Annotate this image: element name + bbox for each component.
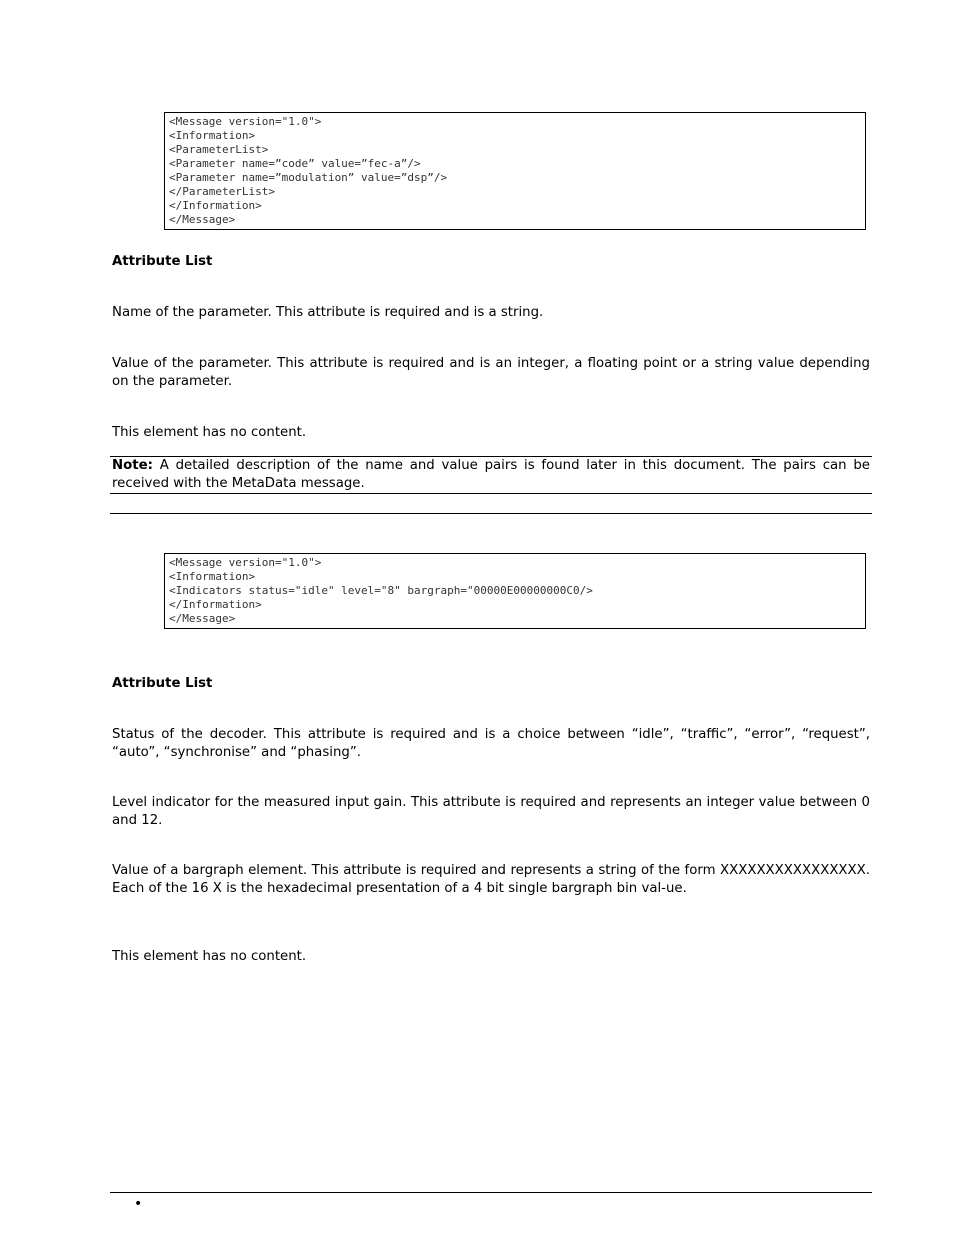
code-line: <Message version="1.0">: [169, 556, 322, 569]
note-paragraph: [112, 457, 870, 492]
attribute-list-heading-2: Attribute List: [112, 676, 213, 691]
code-line: <Message version="1.0">: [169, 115, 322, 128]
footer-bullet: •: [134, 1196, 143, 1212]
content-description: This element has no content.: [112, 425, 307, 440]
content-description-2: This element has no content.: [112, 949, 307, 964]
value-attribute-description: Value of the parameter. This attribute is required and is an integer, a floating point or a string value depending on the parameter.: [112, 356, 870, 389]
code-line: </Message>: [169, 612, 236, 625]
code-line: <Information>: [169, 570, 256, 583]
code-line: </Information>: [169, 199, 262, 212]
code-line: <Parameter name=”code” value=”fec-a”/>: [169, 157, 421, 170]
note-text: A detailed description of the name and value pairs is found later in this document. The pairs can be received with the MetaData message.: [112, 458, 870, 491]
code-line: <Parameter name=”modulation” value=”dsp”/>: [169, 171, 448, 184]
note-bottom-rule: [110, 493, 872, 494]
code-block-parameterlist: [164, 112, 866, 230]
code-line: <Indicators status="idle" level="8" bargraph="00000E00000000C0/>: [169, 584, 593, 597]
code-line: </Information>: [169, 598, 262, 611]
name-attribute-description: Name of the parameter. This attribute is required and is a string.: [112, 305, 544, 320]
code-line: <ParameterList>: [169, 143, 269, 156]
level-attribute-description: Level indicator for the measured input gain. This attribute is required and represents an integer value between 0 and 12.: [112, 795, 870, 828]
code-line: </Message>: [169, 213, 236, 226]
attribute-list-heading: Attribute List: [112, 254, 213, 269]
code-line: </ParameterList>: [169, 185, 275, 198]
code-block-indicators: [164, 553, 866, 629]
status-attribute-description: Status of the decoder. This attribute is required and is a choice between “idle”, “traffic”, “error”, “request”, “auto”, “synchronise” and “phasing”.: [112, 727, 870, 760]
code-line: <Information>: [169, 129, 256, 142]
footer-rule: [110, 1192, 872, 1193]
section-divider: [110, 513, 872, 514]
bargraph-attribute-description: Value of a bargraph element. This attribute is required and represents a string of the form XXXXXXXXXXXXXXXX. Each of the 16 X is the hexadecimal presentation of a 4 bit single bargraph bin val-ue.: [112, 863, 870, 896]
note-label: Note:: [112, 458, 153, 473]
